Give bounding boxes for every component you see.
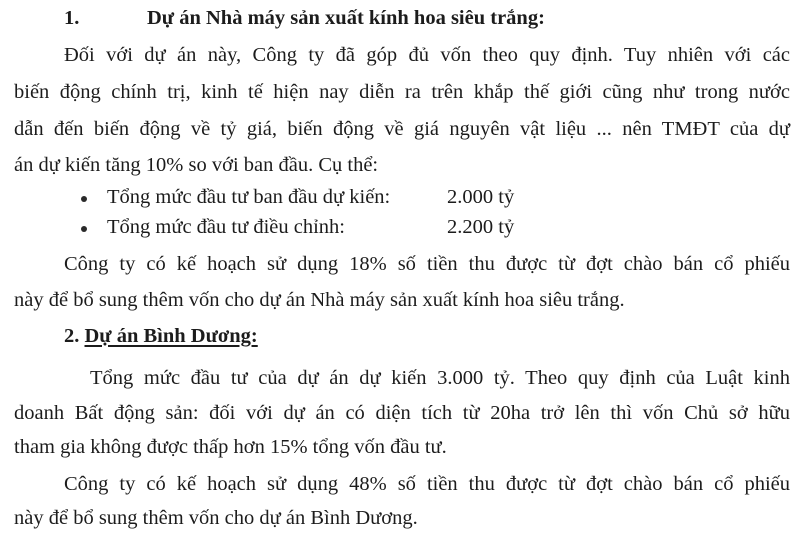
- bullet-value: 2.200 tỷ: [447, 216, 515, 238]
- section2-para1-line1: Tổng mức đầu tư của dự án dự kiến 3.000 tỷ. Theo quy định của Luật kinh: [90, 367, 790, 389]
- section2-para2-line2: này để bổ sung thêm vốn cho dự án Bình Dương.: [14, 507, 418, 529]
- section1-title: Dự án Nhà máy sản xuất kính hoa siêu trắng:: [147, 7, 545, 29]
- section2-para1-line3: tham gia không được thấp hơn 15% tổng vốn đầu tư.: [14, 436, 447, 458]
- section1-para1-line4: án dự kiến tăng 10% so với ban đầu. Cụ thể:: [14, 154, 379, 176]
- bullet-dot-icon: [81, 226, 87, 232]
- bullet-value: 2.000 tỷ: [447, 186, 515, 208]
- bullet-label: Tổng mức đầu tư ban đầu dự kiến:: [107, 186, 391, 208]
- section2-number: 2.: [64, 325, 80, 347]
- section1-para1-line3: dẫn đến biến động về tỷ giá, biến động về giá nguyên vật liệu ... nên TMĐT của dự: [14, 118, 790, 140]
- section2-title: Dự án Bình Dương:: [84, 325, 258, 347]
- section2-heading: [64, 324, 258, 348]
- section1-para1-line2: biến động chính trị, kinh tế hiện nay diễn ra trên khắp thế giới cũng như trong nước: [14, 81, 790, 103]
- section1-para2-line2: này để bổ sung thêm vốn cho dự án Nhà máy sản xuất kính hoa siêu trắng.: [14, 289, 625, 311]
- bullet-dot-icon: [81, 196, 87, 202]
- section1-number: 1.: [64, 7, 80, 29]
- section2-para2-line1: Công ty có kế hoạch sử dụng 48% số tiền thu được từ đợt chào bán cổ phiếu: [64, 473, 790, 495]
- section2-para1-line2: doanh Bất động sản: đối với dự án có diện tích từ 20ha trở lên thì vốn Chủ sở hữu: [14, 402, 790, 424]
- bullet-label: Tổng mức đầu tư điều chỉnh:: [107, 216, 345, 238]
- section1-para2-line1: Công ty có kế hoạch sử dụng 18% số tiền thu được từ đợt chào bán cổ phiếu: [64, 253, 790, 275]
- section1-para1-line1: Đối với dự án này, Công ty đã góp đủ vốn theo quy định. Tuy nhiên với các: [64, 44, 790, 66]
